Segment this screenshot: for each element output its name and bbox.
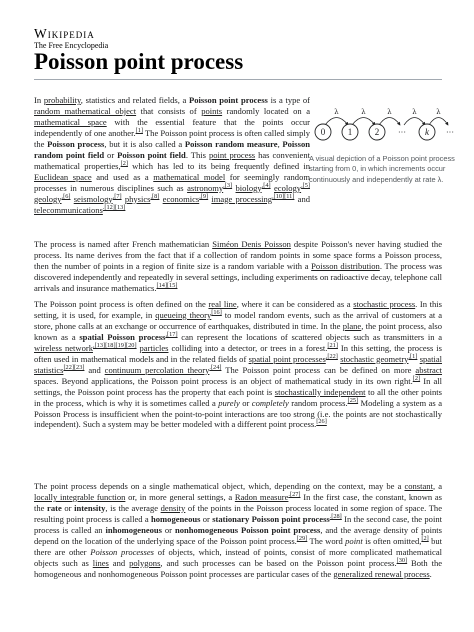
italic-term: completely xyxy=(251,397,289,408)
citation-ref[interactable]: ,[7] xyxy=(112,192,122,200)
citation-ref[interactable]: ,[10][11] xyxy=(272,192,295,200)
text-run: can represent the locations of scattered objects such as transmitters in a xyxy=(177,331,442,342)
rate-label: λ xyxy=(436,108,441,116)
article-link[interactable]: continuum percolation theory xyxy=(104,364,210,375)
article-link[interactable]: points xyxy=(201,105,223,116)
text-run: The Poisson point process is often defined on the xyxy=(34,299,209,309)
text-run: and used as a xyxy=(91,171,154,182)
bold-term: Poisson point field xyxy=(117,149,186,160)
transition-arrow xyxy=(325,118,348,126)
text-run: with the essential feature that the points occur independently of one another. xyxy=(34,116,311,138)
text-run: randomly located on a xyxy=(222,105,310,116)
transition-arrow xyxy=(404,118,425,126)
text-run: of the points in the Poisson process located in some region of space. The resulting point process is called a xyxy=(34,502,442,524)
transition-arrow xyxy=(429,118,448,126)
citation-ref[interactable]: [30] xyxy=(396,556,408,564)
text-run: The word xyxy=(307,535,346,546)
text-run: The Poisson point process is often called simply the xyxy=(34,127,310,149)
italic-term: purely xyxy=(218,397,240,408)
text-run: is often omitted, xyxy=(362,535,422,546)
text-run: The point process depends on a single mathematical object, which, depending on the context, may be a xyxy=(34,481,405,491)
article-link[interactable]: biology xyxy=(235,182,262,193)
article-link[interactable]: abstract xyxy=(415,364,442,375)
article-link[interactable]: spatial point processes xyxy=(248,353,326,364)
text-run: despite Poisson's never having studied the process. Its name derives from the fact that if a collection of random points in some space forms a Poisson process, then the number of points in a region of finite size is a random variable with a xyxy=(34,239,442,271)
article-link[interactable]: stochastic process xyxy=(353,299,416,309)
text-run: to model random events, such as the arrival of customers at a store, phone calls at an exchange or occurrence of earthquakes, distributed in time. In the xyxy=(34,309,443,331)
logo-tagline: The Free Encyclopedia xyxy=(34,41,109,50)
text-run: colliding into a detector, or trees in a forest. xyxy=(168,342,328,353)
article-link[interactable]: queueing theory xyxy=(155,309,212,320)
article-link[interactable]: image processing xyxy=(211,193,273,204)
state-label: 2 xyxy=(374,127,380,137)
text-run: . In this setting, it is used, for example, in xyxy=(34,299,442,320)
text-run: and xyxy=(84,364,105,375)
text-run: , xyxy=(277,138,283,149)
article-link[interactable]: point process xyxy=(208,149,256,160)
article-link[interactable]: spatial statistics xyxy=(34,353,442,375)
citation-ref[interactable]: .[28] xyxy=(329,513,342,521)
text-run: that consists of xyxy=(136,105,202,116)
article-link[interactable]: Poisson distribution xyxy=(311,260,380,271)
citation-ref[interactable]: .[24] xyxy=(209,363,222,371)
text-run: or xyxy=(200,513,213,524)
text-run: , the point process, also known as a xyxy=(34,320,443,342)
bold-term: inhomogeneous xyxy=(105,524,162,535)
article-link[interactable]: real line xyxy=(208,299,237,309)
citation-ref[interactable]: .[12][13] xyxy=(102,203,126,211)
text-run: which has led to its being frequently defined in xyxy=(127,160,310,171)
rate-label: λ xyxy=(387,108,392,116)
text-run: In the second case, the point process is called an xyxy=(34,513,442,535)
text-run: spaces. Beyond applications, the Poisson point process is an object of mathematical study in its own right. xyxy=(34,375,413,386)
article-link[interactable]: stochastically independent xyxy=(274,386,366,397)
rate-label: λ xyxy=(334,108,339,116)
article-link[interactable]: random mathematical object xyxy=(34,105,137,116)
citation-ref[interactable]: [2] xyxy=(412,374,421,382)
article-link[interactable]: mathematical model xyxy=(153,171,226,182)
text-run: of objects, which, instead of points, consist of more complicated mathematical objects such as xyxy=(34,546,442,568)
bold-term: Poisson random point field xyxy=(34,138,310,160)
citation-ref[interactable]: [16] xyxy=(211,309,222,317)
citation-ref[interactable]: [29] xyxy=(296,534,308,542)
text-run: , where it can be considered as a xyxy=(236,299,354,309)
article-link[interactable]: mathematical space xyxy=(34,116,107,127)
italic-term: point xyxy=(345,535,363,546)
definition-paragraph xyxy=(34,299,442,430)
citation-ref[interactable]: ,[22] xyxy=(325,352,338,360)
citation-ref[interactable]: [14][15] xyxy=(156,281,178,289)
article-link[interactable]: seismology xyxy=(73,193,113,204)
text-run: Both the homogeneous and nonhomogeneous Poisson point processes are particular cases of the xyxy=(34,557,443,579)
text-run: In all settings, the Poisson point process has the property that each point is xyxy=(34,375,443,397)
citation-ref[interactable]: [21] xyxy=(327,341,338,349)
text-run: and xyxy=(108,557,130,568)
text-run: , and such processes can be based on the Poisson point process. xyxy=(160,557,397,568)
text-run: but there are other xyxy=(34,535,443,557)
article-link[interactable]: polygons xyxy=(129,557,161,568)
transition-arrow xyxy=(379,118,400,126)
bold-term: rate xyxy=(47,502,62,513)
italic-term: Poisson processes xyxy=(90,546,154,557)
citation-ref[interactable]: ,[1] xyxy=(408,352,418,360)
state-label: 1 xyxy=(347,127,353,137)
diagram-transitions xyxy=(325,108,448,125)
bold-term: Poisson random measure xyxy=(184,138,278,149)
rate-label: λ xyxy=(361,108,366,116)
text-run: Modeling a system as a Poisson Process is insufficient when the point-to-point interactions are too strong (i.e. the points are not stochastically independent). Such a system may be better modeled with a different point process. xyxy=(34,397,442,430)
article-link[interactable]: stochastic geometry xyxy=(340,353,409,364)
bold-term: intensity xyxy=(74,502,106,513)
citation-ref[interactable]: ,[4] xyxy=(261,181,271,189)
page-title: Poisson point process xyxy=(34,49,244,74)
article-link[interactable]: lines xyxy=(92,557,109,568)
text-run: or xyxy=(161,524,175,535)
bold-term: spatial Poisson process xyxy=(79,331,166,342)
article-link[interactable]: economics xyxy=(162,193,200,204)
state-label: k xyxy=(425,127,429,137)
state-label: 0 xyxy=(320,127,326,137)
text-run: or, in more general settings, a xyxy=(125,491,235,502)
figure-box xyxy=(309,98,459,185)
ellipsis-label: ··· xyxy=(446,128,454,137)
citation-ref[interactable]: ,[17] xyxy=(165,331,178,339)
citation-ref[interactable]: [2] xyxy=(421,534,429,542)
bold-term: stationary Poisson point process xyxy=(212,513,330,524)
text-run: . The process was discovered independently and repeatedly in several settings, including experiments on radioactive decay, telephone call arrivals and insurance mathematics. xyxy=(34,260,442,293)
article-link[interactable]: density xyxy=(160,502,186,513)
citation-ref[interactable]: ,[8] xyxy=(150,192,160,200)
bold-term: homogeneous xyxy=(151,513,201,524)
logo-wordmark: Wikipedia xyxy=(34,26,95,41)
citation-ref[interactable]: ,[3] xyxy=(223,181,233,189)
bold-term: Poisson point process xyxy=(189,95,268,105)
article-link[interactable]: plane xyxy=(342,320,362,331)
title-divider xyxy=(34,79,442,80)
text-run: to all the other points in the process, which is why it is sometimes called a xyxy=(34,386,443,408)
bold-term: Poisson process xyxy=(47,138,105,149)
article-link[interactable]: astronomy xyxy=(187,182,224,193)
text-run: The Poisson point process can be defined on more xyxy=(221,364,416,375)
citation-ref[interactable]: ,[6] xyxy=(61,192,71,200)
figure-caption: A visual depiction of a Poisson point process starting from 0, in which increments occur continuously and independently at rate λ. xyxy=(309,154,455,184)
article-link[interactable]: particles xyxy=(139,342,169,353)
citation-ref[interactable]: ,[9] xyxy=(199,192,209,200)
text-run: , a xyxy=(432,481,442,491)
intensity-paragraph xyxy=(34,481,442,580)
article-link[interactable]: Euclidean space xyxy=(34,171,92,182)
bold-term: nonhomogeneous Poisson point process xyxy=(174,524,321,535)
text-run: has convenient mathematical properties, xyxy=(34,149,310,171)
text-run: and xyxy=(294,193,310,204)
text-run: , and the average density of points depend on the location of the underlying space of the Poisson point process. xyxy=(34,524,442,546)
intro-paragraph xyxy=(34,95,310,215)
text-run: In the first case, the constant, known as the xyxy=(34,491,442,513)
text-run: In xyxy=(34,95,44,105)
article-link[interactable]: Radon measure xyxy=(234,491,289,502)
text-run: or xyxy=(239,397,252,408)
text-run: is a type of xyxy=(267,95,310,105)
article-link[interactable]: probability xyxy=(43,95,81,105)
text-run: . This xyxy=(185,149,209,160)
citation-ref[interactable]: [1] xyxy=(135,127,143,135)
text-run: or xyxy=(104,149,118,160)
text-run: , is the average xyxy=(105,502,161,513)
text-run: for seemingly random processes in numerous disciplines such as xyxy=(34,171,310,193)
article-link[interactable]: Siméon Denis Poisson xyxy=(212,239,291,249)
text-run: In this setting, the process is often used in mathematical models and in the related fields of xyxy=(34,342,442,364)
text-run: The process is named after French mathematician xyxy=(34,239,213,249)
article-link[interactable]: constant xyxy=(404,481,433,491)
article-link[interactable]: generalized renewal process xyxy=(333,568,430,579)
citation-ref[interactable]: .[27] xyxy=(288,491,301,499)
article-link[interactable]: wireless network xyxy=(34,342,93,353)
article-link[interactable]: geology xyxy=(34,193,62,204)
citation-ref[interactable]: [25] xyxy=(347,396,359,404)
citation-ref[interactable]: ,[5] xyxy=(301,181,310,189)
text-run: or xyxy=(61,502,75,513)
rate-label: λ xyxy=(412,108,417,116)
text-run: , statistics and related fields, a xyxy=(80,95,190,105)
text-run: random process. xyxy=(288,397,348,408)
transition-arrow xyxy=(352,118,375,126)
diagram-states xyxy=(315,124,454,140)
citation-ref[interactable]: ,[13][18][19][20] xyxy=(93,341,137,349)
article-link[interactable]: physics xyxy=(124,193,151,204)
text-run: , but it is also called a xyxy=(104,138,185,149)
text-run: . xyxy=(429,568,432,579)
history-paragraph xyxy=(34,239,442,294)
ellipsis-label: ··· xyxy=(398,128,406,137)
article-link[interactable]: telecommunications xyxy=(34,204,103,215)
citation-ref[interactable]: [22][23] xyxy=(63,363,85,371)
article-link[interactable]: locally integrable function xyxy=(34,491,126,502)
citation-ref[interactable]: [26] xyxy=(316,418,327,426)
article-link[interactable]: ecology xyxy=(274,182,302,193)
citation-ref[interactable]: [2] xyxy=(120,159,128,167)
poisson-state-diagram xyxy=(309,98,459,150)
